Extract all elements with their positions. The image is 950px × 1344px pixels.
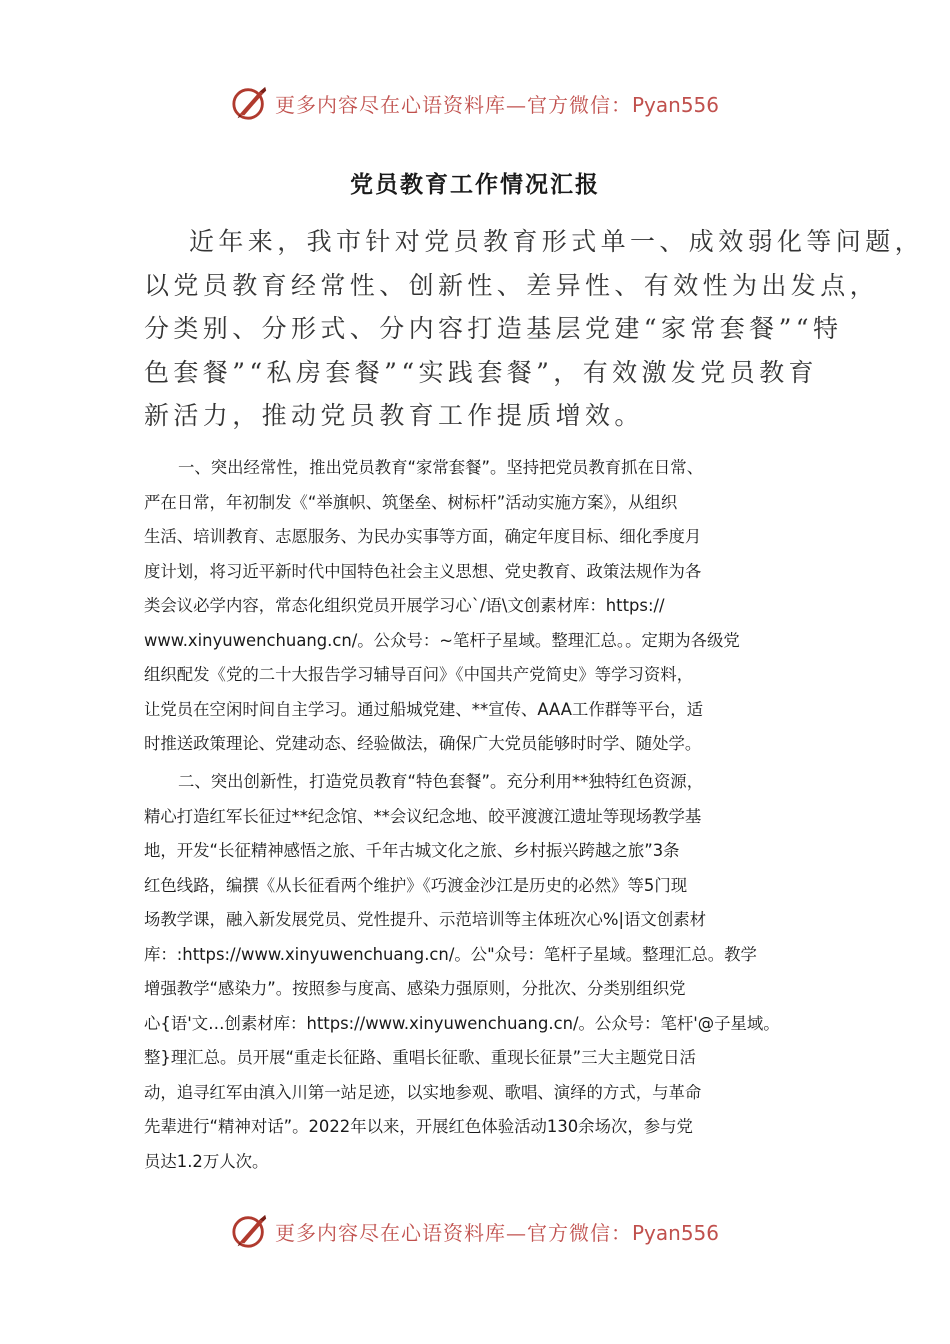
section-one-paragraph: [144, 451, 816, 762]
banner-text: [275, 89, 719, 118]
banner-text: [275, 1217, 719, 1246]
paragraph-line: 二、突出创新性，打造党员教育“特色套餐”。充分利用**独特红色资源，: [178, 772, 704, 791]
paragraph-line: 一、突出经常性，推出党员教育“家常套餐”。坚持把党员教育抓在日常、: [178, 458, 704, 477]
banner-separator: —: [505, 92, 527, 117]
section-two-paragraph: [144, 765, 816, 1179]
paragraph-line: 红色线路，编撰《从长征看两个维护》《巧渡金沙江是历史的必然》等5门现: [144, 875, 688, 895]
paragraph-line: 心{语'文…创素材库：https://www.xinyuwenchuang.cn/。公众号：笔杆'@子星域。: [144, 1013, 780, 1033]
header-banner: [0, 80, 950, 126]
banner-title: 更多内容尽在心语资料库: [274, 92, 506, 117]
banner-wechat-id: Pyan556: [631, 1220, 719, 1245]
paragraph-line: 类会议必学内容，常态化组织党员开展学习心`/语\文创素材库：https://: [144, 596, 665, 615]
intro-line: 以党员教育经常性、创新性、差异性、有效性为出发点，: [144, 270, 880, 300]
paragraph-line: 生活、培训教育、志愿服务、为民办实事等方面，确定年度目标、细化季度月: [144, 527, 702, 546]
paragraph-line: 让党员在空闲时间自主学习。通过船城党建、**宣传、AAA工作群等平台，适: [144, 699, 704, 719]
intro-line: 分类别、分形式、分内容打造基层党建“家常套餐”“特: [144, 314, 843, 343]
paragraph-line: 员达1.2万人次。: [144, 1151, 269, 1171]
paragraph-line: 动，追寻红军由滇入川第一站足迹，以实地参观、歌唱、演绎的方式，与革命: [144, 1082, 702, 1102]
intro-line: 色套餐”“私房套餐”“实践套餐”，有效激发党员教育: [144, 357, 818, 387]
paragraph-line: 度计划，将习近平新时代中国特色社会主义思想、党史教育、政策法规作为各: [144, 561, 702, 581]
paragraph-line: 组织配发《党的二十大报告学习辅导百问》《中国共产党简史》等学习资料，: [144, 665, 694, 684]
paragraph-line: www.xinyuwenchuang.cn/。公众号：~笔杆子星域。整理汇总。。定期为各级党: [144, 630, 740, 650]
banner-separator: —: [505, 1220, 527, 1245]
paragraph-line: 增强教学“感染力”。按照参与度高、感染力强原则，分批次、分类别组织党: [144, 979, 686, 998]
paragraph-line: 库：:https://www.xinyuwenchuang.cn/。公"众号：笔杆子星域。整理汇总。教学: [144, 944, 757, 964]
banner-title: 更多内容尽在心语资料库: [274, 1220, 506, 1245]
paragraph-line: 精心打造红军长征过**纪念馆、**会议纪念地、皎平渡渡江遗址等现场教学基: [144, 806, 702, 826]
paragraph-line: 严在日常，年初制发《“举旗帜、筑堡垒、树标杆”活动实施方案》，从组织: [144, 492, 678, 512]
intro-line: 近年来，我市针对党员教育形式单一、成效弱化等问题，: [189, 227, 925, 256]
paragraph-line: 地，开发“长征精神感悟之旅、千年古城文化之旅、乡村振兴跨越之旅”3条: [144, 841, 680, 860]
intro-paragraph: [144, 220, 925, 438]
pen-quill-logo-icon: [231, 1212, 269, 1250]
paragraph-line: 先辈进行“精神对话”。2022年以来，开展红色体验活动130余场次，参与党: [144, 1117, 693, 1136]
footer-banner: [0, 1208, 950, 1254]
pen-quill-logo-icon: [231, 84, 269, 122]
banner-official-label: 官方微信：: [526, 1220, 632, 1245]
document-title: 党员教育工作情况汇报: [350, 171, 600, 198]
banner-wechat-id: Pyan556: [631, 92, 719, 117]
paragraph-line: 整}理汇总。员开展“重走长征路、重唱长征歌、重现长征景”三大主题党日活: [144, 1048, 696, 1067]
paragraph-line: 时推送政策理论、党建动态、经验做法，确保广大党员能够时时学、随处学。: [144, 734, 702, 753]
banner-official-label: 官方微信：: [526, 92, 632, 117]
paragraph-line: 场教学课，融入新发展党员、党性提升、示范培训等主体班次心%|语文创素材: [144, 910, 706, 929]
intro-line: 新活力，推动党员教育工作提质增效。: [144, 401, 644, 430]
